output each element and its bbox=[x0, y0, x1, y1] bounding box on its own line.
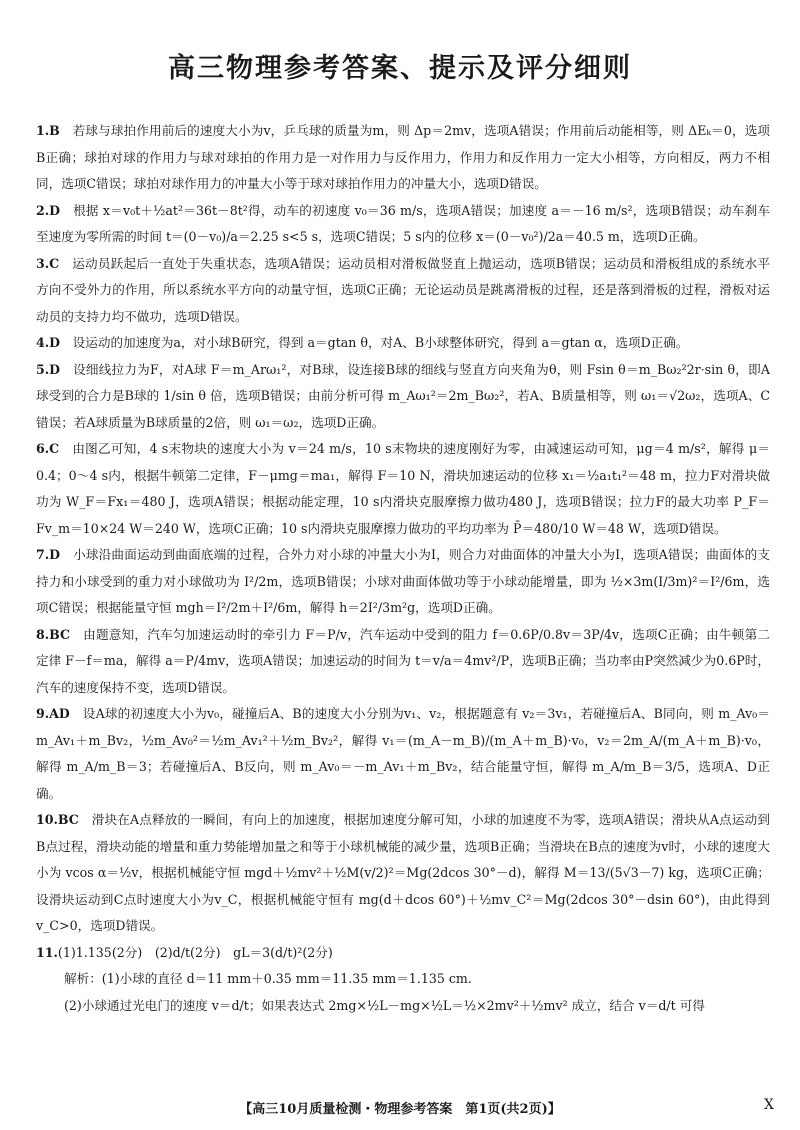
answer-item-3 bbox=[36, 251, 770, 331]
answer-text: 由题意知，汽车匀加速运动时的牵引力 F＝P/v，汽车运动中受到的阻力 f＝0.6P/0.8v＝3P/4v，选项C正确；由牛顿第二定律 F－f＝ma，解得 a＝P/4mv，选项A错误；加速运动的时间为 t＝v/a＝4mv²/P，选项B正确；当功率由P突然减少为0.6P时，汽车的速度保持不变，选项D错误。 bbox=[36, 626, 770, 695]
answer-item-5 bbox=[36, 357, 770, 437]
answer-number: 7.D bbox=[36, 547, 61, 562]
page-title: 高三物理参考答案、提示及评分细则 bbox=[168, 53, 632, 84]
answer-number: 6.C bbox=[36, 441, 60, 456]
answer-number: 8.BC bbox=[36, 626, 71, 642]
corner-mark: X bbox=[764, 1097, 774, 1113]
answer-list bbox=[36, 118, 770, 1019]
answer-item-8 bbox=[36, 622, 770, 702]
answer-text: 小球沿曲面运动到曲面底端的过程，合外力对小球的冲量大小为I，则合力对曲面体的冲量大小为I，选项A错误；曲面体的支持力和小球受到的重力对小球做功为 I²/2m，选项B错误；小球对曲面体做功等于小球动能增量，即为 ½×3m(I/3m)²＝I²/6m，选项C错误；根据能量守恒 mgh＝I²/2m＋I²/6m，解得 h＝2I²/3m²g，选项D正确。 bbox=[36, 547, 771, 615]
answer-item-11 bbox=[36, 940, 770, 967]
analysis-line-2: (2)小球通过光电门的速度 v＝d/t；如果表达式 2mg×½L－mg×½L＝½×2mv²＋½mv² 成立，结合 v＝d/t 可得 bbox=[64, 997, 705, 1013]
answer-number: 4.D bbox=[36, 335, 61, 350]
answer-item-1 bbox=[36, 118, 770, 198]
page-footer: 【高三10月质量检测・物理参考答案 第1页(共2页)】 bbox=[239, 1102, 561, 1117]
answer-text: 设运动的加速度为a，对小球B研究，得到 a＝gtan θ，对A、B小球整体研究，得到 a＝gtan α，选项D正确。 bbox=[72, 335, 689, 350]
answer-item-2 bbox=[36, 198, 770, 251]
answer-number: 11. bbox=[36, 944, 58, 960]
answer-item-4 bbox=[36, 330, 770, 357]
answer-number: 9.AD bbox=[36, 706, 70, 721]
answer-item-6 bbox=[36, 436, 770, 542]
answer-number: 10.BC bbox=[36, 812, 79, 827]
analysis-line-1: 解析：(1)小球的直径 d＝11 mm＋0.35 mm＝11.35 mm＝1.135 cm. bbox=[64, 971, 472, 986]
answer-item-7 bbox=[36, 542, 770, 622]
answer-text: (1)1.135(2分) (2)d/t(2分) gL＝3(d/t)²(2分) bbox=[57, 944, 333, 960]
answer-text: 根据 x＝v₀t＋½at²＝36t－8t²得，动车的初速度 v₀＝36 m/s，选项A错误；加速度 a＝－16 m/s²，选项B错误；动车刹车至速度为零所需的时间 t＝(0－v₀)/a＝2.25 s<5 s，选项C错误；5 s内的位移 x＝(0－v₀²)/2a＝40.5 m，选项D正确。 bbox=[36, 202, 770, 244]
answer-text: 设A球的初速度大小为v₀，碰撞后A、B的速度大小分别为v₁、v₂，根据题意有 v₂＝3v₁，若碰撞后A、B同向，则 m_Av₀＝m_Av₁＋m_Bv₂，½m_Av₀²＝½m_Av₁²＋½m_Bv₂²，解得 v₁＝(m_A－m_B)/(m_A＋m_B)·v₀，v₂＝2m_A/(m_A＋m_B)·v₀，解得 m_A/m_B＝3；若碰撞后A、B反向，则 m_Av₀＝－m_Av₁＋m_Bv₂，结合能量守恒，解得 m_A/m_B＝3/5，选项A、D正确。 bbox=[36, 706, 771, 801]
answer-item-10 bbox=[36, 807, 770, 940]
answer-number: 2.D bbox=[36, 202, 61, 218]
answer-text: 由图乙可知，4 s末物块的速度大小为 v＝24 m/s，10 s末物块的速度刚好为零，由减速运动可知，μg＝4 m/s²，解得 μ＝0.4；0～4 s内，根据牛顿第二定律，F－μmg＝ma₁，解得 F＝10 N，滑块加速运动的位移 x₁＝½a₁t₁²＝48 m，拉力F对滑块做功为 W_F＝Fx₁＝480 J，选项A错误；根据动能定理，10 s内滑块克服摩擦力做功480 J，选项B错误；拉力F的最大功率 P_F＝Fv_m＝10×24 W＝240 W，选项C正确；10 s内滑块克服摩擦力做功的平均功率为 P̄＝480/10 W＝48 W，选项D错误。 bbox=[36, 441, 770, 536]
answer-text: 若球与球拍作用前后的速度大小为v，乒乓球的质量为m，则 Δp＝2mv，选项A错误；作用前后动能相等，则 ΔEₖ＝0，选项B正确；球拍对球的作用力与球对球拍的作用力是一对作用力与反作用力，作用力和反作用力一定大小相等，方向相反，两力不相同，选项C错误；球拍对球作用力的冲量大小等于球对球拍作用力的冲量大小，选项D错误。 bbox=[36, 123, 771, 191]
answer-text: 滑块在A点释放的一瞬间，有向上的加速度，根据加速度分解可知，小球的加速度不为零，选项A错误；滑块从A点运动到B点过程，滑块动能的增量和重力势能增加量之和等于小球机械能的减少量，选项B正确；当滑块在B点的速度为v时，小球的速度大小为 vcos α＝½v，根据机械能守恒 mgd＋½mv²＋½M(v/2)²＝Mg(2dcos 30°－d)，解得 M＝13/(5√3－7) kg，选项C正确；设滑块运动到C点时速度大小为v_C，根据机械能守恒有 mg(d＋dcos 60°)＋½mv_C²＝Mg(2dcos 30°－dsin 60°)，由此得到 v_C>0，选项D错误。 bbox=[36, 812, 770, 933]
answer-text: 设细线拉力为F，对A球 F＝m_Arω₁²，对B球，设连接B球的细线与竖直方向夹角为θ，则 Fsin θ＝m_Bω₂²2r·sin θ，即A球受到的合力是B球的 1/sin θ 倍，选项B错误；由前分析可得 m_Aω₁²＝2m_Bω₂²，若A、B质量相等，则 ω₁＝√2ω₂，选项A、C错误；若A球质量为B球质量的2倍，则 ω₁＝ω₂，选项D正确。 bbox=[36, 361, 770, 430]
answer-item-9 bbox=[36, 701, 770, 807]
answer-number: 3.C bbox=[36, 255, 60, 271]
answer-number: 1.B bbox=[36, 123, 60, 138]
answer-number: 5.D bbox=[36, 361, 61, 377]
answer-text: 运动员跃起后一直处于失重状态，选项A错误；运动员相对滑板做竖直上抛运动，选项B错误；运动员和滑板组成的系统水平方向不受外力的作用，所以系统水平方向的动量守恒，选项C正确；无论运动员是跳离滑板的过程，还是落到滑板的过程，滑板对运动员的支持力均不做功，选项D错误。 bbox=[36, 255, 771, 324]
